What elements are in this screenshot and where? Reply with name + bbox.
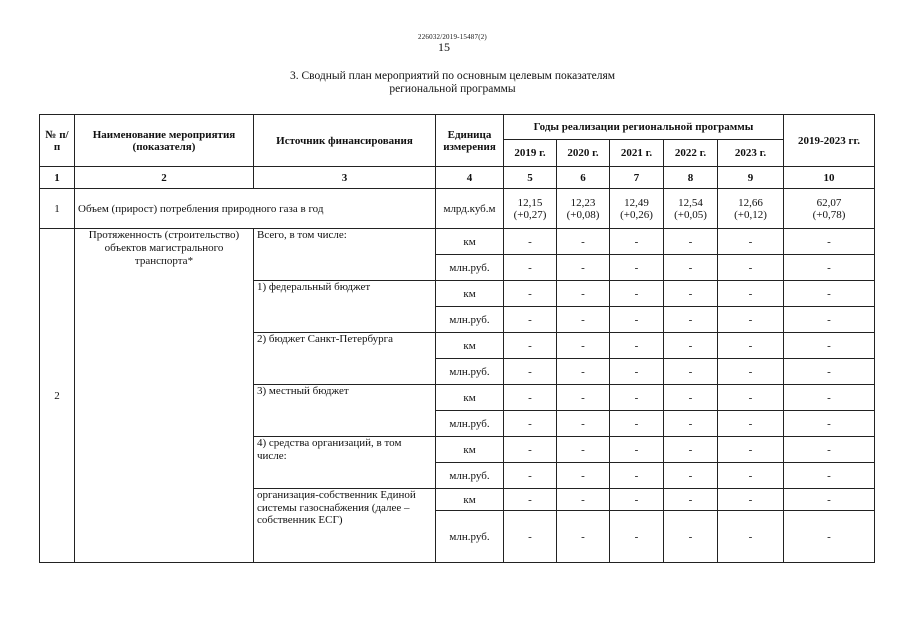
value-main: 12,23	[570, 196, 596, 209]
unit-cell: км	[436, 385, 504, 411]
total-value: -	[784, 411, 875, 437]
total-value: -	[784, 489, 875, 511]
year-value: -	[664, 463, 718, 489]
row-name: Объем (прирост) потребления природного газа в год	[75, 189, 436, 229]
year-value: -	[718, 229, 784, 255]
page-number: 15	[438, 40, 450, 54]
col-number: 9	[718, 167, 784, 189]
year-value: -	[557, 307, 610, 333]
value-delta: (+0,05)	[674, 208, 707, 221]
header-unit: Единица измерения	[436, 115, 504, 167]
year-value: -	[610, 333, 664, 359]
year-value: -	[504, 281, 557, 307]
year-value: -	[718, 385, 784, 411]
unit-cell: млн.руб.	[436, 463, 504, 489]
unit-cell: км	[436, 489, 504, 511]
unit-cell: млн.руб.	[436, 255, 504, 281]
col-number: 4	[436, 167, 504, 189]
year-value: -	[504, 255, 557, 281]
year-value	[718, 189, 784, 229]
total-value: -	[784, 385, 875, 411]
funding-source: 4) средства организаций, в том числе:	[254, 437, 436, 489]
year-value: -	[557, 255, 610, 281]
year-value: -	[557, 385, 610, 411]
year-value: -	[664, 229, 718, 255]
funding-source: 1) федеральный бюджет	[254, 281, 436, 333]
year-value: -	[610, 229, 664, 255]
year-value: -	[718, 411, 784, 437]
year-value: -	[557, 511, 610, 563]
title-line-1: 3. Сводный план мероприятий по основным целевым показателям	[289, 70, 616, 82]
year-value: -	[610, 437, 664, 463]
total-value: -	[784, 229, 875, 255]
total-value: -	[784, 437, 875, 463]
year-value: -	[504, 307, 557, 333]
col-number: 1	[40, 167, 75, 189]
header-name: Наименование мероприятия (показателя)	[75, 115, 254, 167]
year-value: -	[718, 281, 784, 307]
funding-source: организация-собственник Единой системы газоснабжения (далее – собственник ЕСГ)	[254, 489, 436, 563]
year-value: -	[504, 489, 557, 511]
value-main: 12,49	[624, 196, 649, 209]
value-main: 12,66	[738, 196, 763, 209]
year-value: -	[557, 359, 610, 385]
year-value: -	[718, 511, 784, 563]
year-value: -	[610, 385, 664, 411]
year-value: -	[610, 463, 664, 489]
col-number: 6	[557, 167, 610, 189]
year-value: -	[504, 385, 557, 411]
year-value: -	[718, 489, 784, 511]
year-value: -	[664, 411, 718, 437]
year-value: -	[557, 333, 610, 359]
year-value	[610, 189, 664, 229]
header-year: 2020 г.	[557, 140, 610, 167]
year-value: -	[610, 281, 664, 307]
unit-cell: км	[436, 229, 504, 255]
year-value: -	[664, 255, 718, 281]
col-number: 3	[254, 167, 436, 189]
table-row	[40, 229, 875, 255]
total-value: -	[784, 333, 875, 359]
year-value	[504, 189, 557, 229]
year-value: -	[504, 463, 557, 489]
value-delta: (+0,08)	[566, 208, 600, 221]
year-value	[557, 189, 610, 229]
value-main: 62,07	[816, 196, 842, 209]
header-years-group: Годы реализации региональной программы	[504, 115, 784, 140]
year-value: -	[664, 359, 718, 385]
col-number: 5	[504, 167, 557, 189]
year-value: -	[718, 437, 784, 463]
funding-source: 2) бюджет Санкт-Петербурга	[254, 333, 436, 385]
year-value: -	[718, 333, 784, 359]
funding-source: 3) местный бюджет	[254, 385, 436, 437]
row-pipeline-group	[40, 229, 875, 563]
col-number: 8	[664, 167, 718, 189]
year-value: -	[664, 489, 718, 511]
total-value: -	[784, 511, 875, 563]
header-source: Источник финансирования	[254, 115, 436, 167]
year-value: -	[664, 511, 718, 563]
summary-plan-table	[39, 114, 875, 563]
total-value: -	[784, 281, 875, 307]
year-value: -	[610, 359, 664, 385]
year-value: -	[557, 437, 610, 463]
unit-cell: млн.руб.	[436, 511, 504, 563]
page-title	[0, 70, 905, 96]
year-value: -	[557, 411, 610, 437]
year-value: -	[718, 359, 784, 385]
table-row-consumption	[40, 189, 875, 229]
year-value: -	[664, 307, 718, 333]
year-value: -	[504, 511, 557, 563]
year-value: -	[718, 307, 784, 333]
year-value: -	[610, 489, 664, 511]
year-value: -	[557, 281, 610, 307]
year-value: -	[504, 333, 557, 359]
document-id: 226032/2019-15487(2)	[418, 33, 487, 41]
year-value: -	[718, 463, 784, 489]
year-value: -	[504, 229, 557, 255]
header-year: 2022 г.	[664, 140, 718, 167]
year-value: -	[610, 411, 664, 437]
year-value: -	[610, 307, 664, 333]
funding-source: Всего, в том числе:	[254, 229, 436, 281]
year-value: -	[504, 411, 557, 437]
unit-cell: км	[436, 333, 504, 359]
value-main: 12,15	[517, 196, 543, 209]
value-delta: (+0,78)	[812, 208, 846, 221]
unit-cell: млн.руб.	[436, 307, 504, 333]
year-value: -	[664, 437, 718, 463]
year-value: -	[557, 229, 610, 255]
year-value: -	[557, 489, 610, 511]
total-value: -	[784, 255, 875, 281]
value-delta: (+0,26)	[620, 208, 653, 221]
row-number: 1	[40, 189, 75, 229]
year-value: -	[610, 511, 664, 563]
total-value: -	[784, 359, 875, 385]
value-delta: (+0,12)	[734, 208, 767, 221]
row-number: 2	[40, 229, 75, 563]
total-value: -	[784, 463, 875, 489]
header-year: 2019 г.	[504, 140, 557, 167]
unit-cell: км	[436, 281, 504, 307]
year-value: -	[504, 359, 557, 385]
header-num: № п/п	[40, 115, 75, 167]
year-value: -	[664, 385, 718, 411]
header-total: 2019-2023 гг.	[784, 115, 875, 167]
value-main: 12,54	[678, 196, 703, 209]
title-line-2: региональной программы	[389, 83, 516, 95]
row-name: Протяженность (строительство) объектов магистрального транспорта*	[75, 229, 254, 563]
year-value: -	[610, 255, 664, 281]
header-year: 2021 г.	[610, 140, 664, 167]
total-value: -	[784, 307, 875, 333]
col-number: 2	[75, 167, 254, 189]
row-unit: млрд.куб.м	[436, 189, 504, 229]
value-delta: (+0,27)	[513, 208, 547, 221]
year-value: -	[718, 255, 784, 281]
unit-cell: млн.руб.	[436, 359, 504, 385]
unit-cell: млн.руб.	[436, 411, 504, 437]
year-value: -	[664, 281, 718, 307]
year-value: -	[557, 463, 610, 489]
col-number: 7	[610, 167, 664, 189]
year-value: -	[664, 333, 718, 359]
year-value: -	[504, 437, 557, 463]
unit-cell: км	[436, 437, 504, 463]
year-value	[664, 189, 718, 229]
total-value	[784, 189, 875, 229]
col-number: 10	[784, 167, 875, 189]
header-year: 2023 г.	[718, 140, 784, 167]
